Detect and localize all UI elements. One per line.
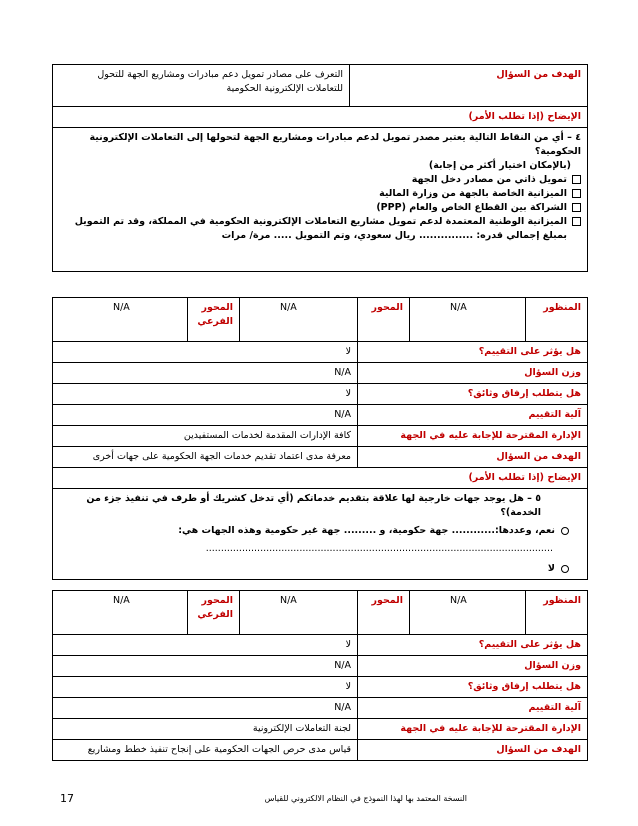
goal-value — [53, 65, 350, 107]
goal-value-2: معرفة مدى اعتماد تقديم خدمات الجهة الحكومية على جهات أخرى — [53, 447, 358, 468]
axis-value-3: N/A — [240, 591, 358, 635]
axis-label-3: المحور — [358, 591, 410, 635]
radio-no[interactable] — [561, 565, 569, 573]
option-1-label: تمويل ذاتي من مصادر دخل الجهة — [411, 174, 567, 185]
clarify-label-2: الإيضاح (إذا تطلب الأمر) — [53, 468, 588, 489]
question-4-body — [53, 128, 588, 272]
checkbox-option-4[interactable] — [572, 217, 581, 226]
goal-label-3: الهدف من السؤال — [358, 740, 588, 761]
perspective-label-3: المنظور — [526, 591, 588, 635]
option-2-label: الميزانية الخاصة بالجهة من وزارة المالية — [379, 188, 567, 199]
eval-mechanism-label-3: آلية التقييم — [358, 698, 588, 719]
perspective-value-3: N/A — [410, 591, 526, 635]
checkbox-option-1[interactable] — [572, 175, 581, 184]
goal-text-line2: للتعاملات الإلكترونية الحكومية — [226, 83, 343, 94]
affects-eval-value: لا — [53, 342, 358, 363]
eval-mechanism-value-3: N/A — [53, 698, 358, 719]
perspective-label: المنظور — [526, 298, 588, 342]
weight-label: وزن السؤال — [358, 363, 588, 384]
checkbox-option-2[interactable] — [572, 189, 581, 198]
goal-text-line1: التعرف على مصادر تمويل دعم مبادرات ومشاريع الجهة للتحول — [97, 69, 343, 80]
attachments-value-3: لا — [53, 677, 358, 698]
question-5-title: ٥ – هل يوجد جهات خارجية لها علاقة بتقديم خدماتكم (أي تدخل كشريك أو طرف في تنفيذ جزء من الخدمة)؟ — [86, 493, 541, 518]
affects-eval-label: هل يؤثر على التقييم؟ — [358, 342, 588, 363]
question-5-body — [53, 489, 588, 580]
eval-mechanism-label: آلية التقييم — [358, 405, 588, 426]
proposed-dept-value: كافة الإدارات المقدمة لخدمات المستفيدين — [53, 426, 358, 447]
question-5-table — [52, 297, 588, 580]
perspective-value: N/A — [410, 298, 526, 342]
goal-label: الهدف من السؤال — [350, 65, 588, 107]
radio-yes[interactable] — [561, 527, 569, 535]
footer-text: النسخة المعتمد بها لهذا النموذج في النظام الالكتروني للقياس — [264, 794, 467, 803]
option-3-label: الشراكة بين القطاع الخاص والعام (PPP) — [376, 202, 567, 213]
answer-no-label: لا — [547, 563, 555, 574]
axis-value: N/A — [240, 298, 358, 342]
axis-label: المحور — [358, 298, 410, 342]
subaxis-label-3: المحور الفرعي — [188, 591, 240, 635]
clarify-label: الإيضاح (إذا تطلب الأمر) — [53, 107, 588, 128]
page-number: 17 — [60, 792, 74, 805]
subaxis-value-3: N/A — [53, 591, 188, 635]
weight-value-3: N/A — [53, 656, 358, 677]
attachments-label-3: هل يتطلب إرفاق وثائق؟ — [358, 677, 588, 698]
weight-label-3: وزن السؤال — [358, 656, 588, 677]
question-4-title: ٤ – أي من النقاط التالية يعتبر مصدر تمويل لدعم مبادرات ومشاريع الجهة لتحولها إلى التعاملات الإلكترونية الحكومية؟ — [89, 132, 581, 157]
proposed-dept-label-3: الإدارة المقترحة للإجابة عليه في الجهة — [358, 719, 588, 740]
subaxis-value: N/A — [53, 298, 188, 342]
checkbox-option-3[interactable] — [572, 203, 581, 212]
goal-value-3: قياس مدى حرص الجهات الحكومية على إنجاح تنفيذ خطط ومشاريع — [53, 740, 358, 761]
attachments-value: لا — [53, 384, 358, 405]
attachments-label: هل يتطلب إرفاق وثائق؟ — [358, 384, 588, 405]
option-4-label: الميزانية الوطنية المعتمدة لدعم تمويل مشاريع التعاملات الإلكترونية الحكومية في المملكة، وقد تم التمويل — [74, 216, 567, 227]
proposed-dept-label: الإدارة المقترحة للإجابة عليه في الجهة — [358, 426, 588, 447]
goal-label-2: الهدف من السؤال — [358, 447, 588, 468]
weight-value: N/A — [53, 363, 358, 384]
affects-eval-value-3: لا — [53, 635, 358, 656]
affects-eval-label-3: هل يؤثر على التقييم؟ — [358, 635, 588, 656]
question-4-note: (بالإمكان اختيار أكثر من إجابة) — [428, 160, 571, 171]
eval-mechanism-value: N/A — [53, 405, 358, 426]
answer-yes-label: نعم، وعددها:............ جهة حكومية، و ......... جهة غير حكومية وهذه الجهات هي: — [178, 525, 555, 536]
option-4-line2: بمبلغ إجمالي قدره: ............... ريال سعودي، وتم التمويل ..... مرة/ مرات — [221, 230, 567, 241]
question-6-table — [52, 590, 588, 761]
answer-dots: ................................................................................................................... — [205, 543, 553, 554]
question-4-table — [52, 64, 588, 272]
subaxis-label: المحور الفرعي — [188, 298, 240, 342]
proposed-dept-value-3: لجنة التعاملات الإلكترونية — [53, 719, 358, 740]
